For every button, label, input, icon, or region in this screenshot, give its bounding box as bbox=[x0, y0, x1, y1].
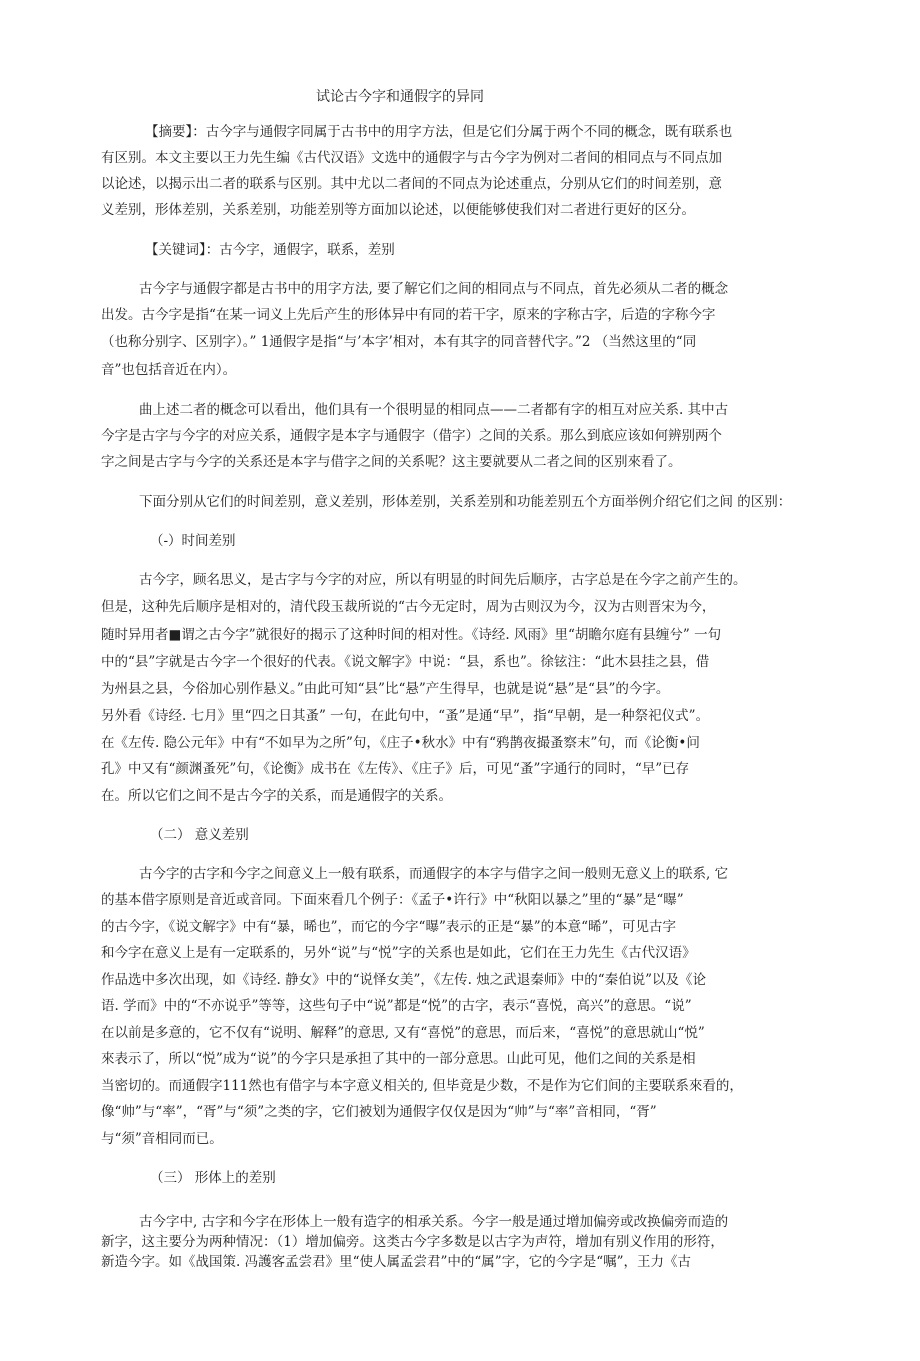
time-line: 在《左传. 隐公元年》中有“不如早为之所”句，《庄子•秋水》中有“鸦鹊夜撮蚤察末”句，而《论衡•问 bbox=[101, 735, 700, 751]
intro-line: 音”也包括音近在内）。 bbox=[101, 362, 237, 378]
para2-line: 字之间是古字与今字的关系还是本字与借字之间的关系呢？这主要就要从二者之间的区别來看了。 bbox=[101, 454, 682, 470]
shape-line: 新字，这主要分为两种情况：（1）增加偏旁。这类古今字多数是以古字为声符，增加有别义作用的形符， bbox=[101, 1234, 724, 1250]
time-line: 古今字，顾名思义，是古字与今字的对应，所以有明显的时间先后顺序，古字总是在今字之前产生的。 bbox=[139, 572, 747, 588]
meaning-line: 在以前是多意的，它不仅有“说明、解释”的意思, 又有“喜悦”的意思，而后来，“喜悦”的意思就山“悦” bbox=[101, 1025, 705, 1041]
intro-line: （也称分别字、区别字）。” 1通假字是指“与’本字’相对，本有其字的同音替代字。”2 （当然这里的“同 bbox=[101, 334, 697, 350]
meaning-line: 像“帅”与“率”，“胥”与“须”之类的字，它们被划为通假字仅仅是因为“帅”与“率”音相同，“胥” bbox=[101, 1104, 657, 1120]
time-line: 孔》中又有“颜渊蚤死”句，《论衡》成书在《左传》、《庄子》后，可见“蚤”字通行的同时，“早”已存 bbox=[101, 761, 690, 777]
meaning-line: 和今字在意义上是有一定联系的，另外“说”与“悦”字的关系也是如此，它们在王力先生《古代汉语》 bbox=[101, 945, 696, 961]
section-heading-shape: （三） 形体上的差别 bbox=[150, 1170, 276, 1186]
para2-line: 今字是古字与今字的对应关系，通假字是本字与通假字（借字）之间的关系。那么到底应该如何辨别两个 bbox=[101, 428, 722, 444]
meaning-line: 与“须”音相同而已。 bbox=[101, 1131, 223, 1147]
section-heading-meaning: （二） 意义差别 bbox=[150, 827, 249, 843]
keywords: 【关键词】：古今字，通假字，联系，差别 bbox=[145, 242, 395, 258]
time-line: 随时异用者■谓之古今字”就很好的揭示了这种时间的相对性。《诗经. 风雨》里“胡瞻尔庭有县缠兮” 一句 bbox=[101, 627, 722, 643]
meaning-line: 当密切的。而通假字111然也有借字与本字意义相关的, 但毕竟是少数，不是作为它们间的主要联系來看的， bbox=[101, 1078, 743, 1094]
time-line: 另外看《诗经. 七月》里“四之日其蚤” 一句，在此句中，“蚤”是通“早”，指“早朝，是一种祭祀仪式”。 bbox=[101, 708, 710, 724]
shape-line: 新造今字。如《战国策. 冯護客孟尝君》里“使人属孟尝君”中的“属”字，它的今字是“嘱”，王力《古 bbox=[101, 1254, 691, 1270]
intro-line: 出发。古今字是指“在某一词义上先后产生的形体异中有同的若干字，原来的字称古字，后造的字称今字 bbox=[101, 307, 716, 323]
para3: 下面分别从它们的时间差别，意义差别，形体差别，关系差别和功能差别五个方面举例介绍它们之间 的区别： bbox=[139, 494, 792, 510]
meaning-line: 的基本借字原则是音近或音同。下面來看几个例子：《孟子•许行》中“秋阳以暴之”里的“暴”是“曝” bbox=[101, 892, 684, 908]
time-line: 但是，这种先后顺序是相对的，清代段玉裁所说的“古今无定时，周为古则汉为今，汉为古则晋宋为今， bbox=[101, 599, 716, 615]
meaning-line: 來表示了，所以“悦”成为“说”的今字只是承担了其中的一部分意思。山此可见，他们之间的关系是相 bbox=[101, 1051, 696, 1067]
abstract-line: 有区别。本文主要以王力先生编《古代汉语》文选中的通假字与古今字为例对二者间的相同点与不同点加 bbox=[101, 150, 722, 166]
shape-line: 古今字中, 古字和今字在形体上一般有造字的相承关系。今字一般是通过增加偏旁或改换偏旁而造的 bbox=[139, 1214, 729, 1230]
section-heading-time: （-）时间差别 bbox=[150, 533, 236, 549]
abstract-line: 以论述，以揭示出二者的联系与区别。其中尤以二者间的不同点为论述重点，分别从它们的时间差别，意 bbox=[101, 176, 722, 192]
intro-line: 古今字与通假字都是古书中的用字方法, 要了解它们之间的相同点与不同点，首先必须从二者的概念 bbox=[139, 281, 729, 297]
para2-line: 曲上述二者的概念可以看出，他们具有一个很明显的相同点——二者都有字的相互对应关系. 其中古 bbox=[139, 402, 729, 418]
abstract-line: 【摘要】：古今字与通假字同属于古书中的用字方法，但是它们分属于两个不同的概念，既有联系也 bbox=[145, 124, 733, 140]
abstract-line: 义差别，形体差别，关系差别，功能差别等方面加以论述，以便能够使我们对二者进行更好的区分。 bbox=[101, 202, 695, 218]
time-line: 为州县之县，今俗加心别作悬义。”由此可知“县”比“悬”产生得早，也就是说“悬”是“县”的今字。 bbox=[101, 681, 670, 697]
meaning-line: 作品选中多次出现，如《诗经. 静女》中的“说怿女美”，《左传. 烛之武退秦师》中的“秦伯说”以及《论 bbox=[101, 972, 707, 988]
meaning-line: 的古今字，《说文解字》中有“暴，晞也”，而它的今字“曝”表示的正是“暴”的本意“晞”，可见古字 bbox=[101, 919, 676, 935]
time-line: 在。所以它们之间不是古今字的关系，而是通假字的关系。 bbox=[101, 788, 452, 804]
page-title: 试论古今字和通假字的异同 bbox=[316, 89, 484, 105]
meaning-line: 古今字的古字和今字之间意义上一般有联系，而通假字的本字与借字之间一般则无意义上的联系, 它 bbox=[139, 866, 729, 882]
meaning-line: 语. 学而》中的“不亦说乎”等等，这些句子中“说”都是“悦”的古字，表示“喜悦，高兴”的意思。“说” bbox=[101, 998, 692, 1014]
time-line: 中的“县”字就是古今字一个很好的代表。《说文解字》中说：“县，系也”。徐铉注：“此木县挂之县，借 bbox=[101, 654, 710, 670]
